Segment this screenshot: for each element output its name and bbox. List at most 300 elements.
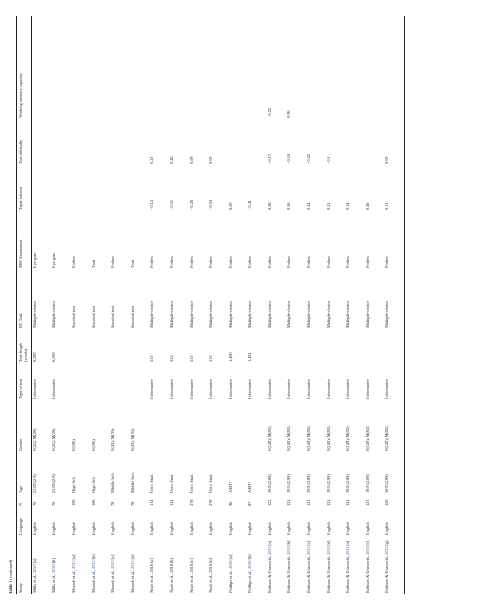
language-cell: English xyxy=(149,522,155,535)
n-cell: 121 xyxy=(266,499,272,506)
age-cell: AMT¹ xyxy=(227,482,233,493)
study-tag: [d] xyxy=(325,540,331,547)
study-tag: [b] xyxy=(286,540,292,547)
study-author: Noah et al., 2018 xyxy=(208,564,214,593)
age-cell: 19.9 (2.89) xyxy=(384,474,390,493)
topic-interest-cell: −0.28 xyxy=(188,200,194,210)
table-row xyxy=(91,16,111,594)
study-cell xyxy=(267,536,287,594)
wmc-cell xyxy=(149,16,169,119)
language-cell: English xyxy=(325,522,331,535)
column-header: Working memory capacity xyxy=(18,73,23,118)
study-tag: [b] xyxy=(168,558,174,565)
gender-cell: F(149); M(92) xyxy=(325,426,331,451)
age-cell: 19.9 (2.89) xyxy=(266,474,272,493)
language-cell: English xyxy=(110,522,116,535)
table-row xyxy=(31,16,51,594)
text-length-cell: 6,500 xyxy=(31,352,37,362)
mw-assessment-cell: Probes xyxy=(188,256,194,268)
study-tag: [g] xyxy=(384,540,390,547)
column-header: Text difficulty xyxy=(18,139,23,164)
wmc-cell: 0.06 xyxy=(286,110,292,118)
language-cell: English xyxy=(129,522,135,535)
study-cell xyxy=(247,536,267,594)
text-length-cell: 6,500 xyxy=(51,352,57,362)
wmc-cell xyxy=(325,16,345,119)
text-length-cell xyxy=(267,329,287,363)
citation-year-link[interactable]: 2015 xyxy=(286,546,292,555)
mw-assessment-cell: Probes xyxy=(71,256,77,268)
text-difficulty-cell: −0.18 xyxy=(286,154,292,164)
table-row xyxy=(188,16,208,594)
table-row xyxy=(208,16,228,594)
study-author: Phillips et al., xyxy=(247,568,253,593)
gender-cell xyxy=(228,400,248,452)
rc-task-cell: Multiple-choice xyxy=(227,301,233,328)
text-difficulty-cell: 0.05 xyxy=(384,156,390,164)
table-row xyxy=(169,16,189,594)
n-cell: 121 xyxy=(325,499,331,506)
rc-task-cell: Multiple-choice xyxy=(149,301,155,328)
text-type-cell: Informative xyxy=(208,379,214,399)
column-header: N xyxy=(18,503,23,506)
mw-assessment-cell: Eye gaze xyxy=(31,252,37,268)
wmc-cell xyxy=(130,16,150,119)
text-type-cell: Informative xyxy=(149,379,155,399)
citation-year-link[interactable]: 2016 xyxy=(247,560,253,569)
table-row xyxy=(228,16,248,594)
topic-interest-cell: 0.44 xyxy=(305,202,311,210)
study-cell xyxy=(51,536,71,594)
citation-year-link[interactable]: 2013 xyxy=(110,560,116,569)
table-row xyxy=(71,16,91,594)
text-type-cell: Informative xyxy=(345,379,351,399)
citation-year-link[interactable]: 2016 xyxy=(227,560,233,569)
text-difficulty-cell xyxy=(91,119,111,165)
table-row xyxy=(345,16,365,594)
study-author: Noah et al., 2018 xyxy=(149,564,155,593)
study-author: Robison & Unsworth, xyxy=(286,554,292,593)
study-cell xyxy=(286,536,306,594)
table-body xyxy=(31,16,404,594)
text-length-cell xyxy=(345,329,365,363)
n-cell: 114 xyxy=(149,499,155,506)
gender-cell: F(43); M(35) xyxy=(129,428,135,451)
rc-task-cell: Multiple-choice xyxy=(384,301,390,328)
text-length-cell xyxy=(110,329,130,363)
text-length-cell: 515 xyxy=(168,355,174,362)
column-header: Type of text xyxy=(18,378,23,399)
study-cell xyxy=(208,536,228,594)
text-difficulty-cell xyxy=(51,119,71,165)
language-cell: English xyxy=(71,522,77,535)
table-row xyxy=(130,16,150,594)
citation-year-link[interactable]: 2020 xyxy=(51,564,57,573)
text-length-cell xyxy=(365,329,385,363)
age-cell: Univ. Stud. xyxy=(149,473,155,493)
study-cell xyxy=(228,536,248,594)
column-header: Language xyxy=(18,518,23,535)
study-tag: [b] xyxy=(247,554,253,561)
text-type-cell: Informative xyxy=(31,379,37,399)
n-cell: 70 xyxy=(31,501,37,506)
study-author: Noah et al., 2018 xyxy=(168,564,174,593)
wmc-cell xyxy=(247,16,267,119)
study-author: Robison & Unsworth, xyxy=(345,554,351,593)
gender-cell xyxy=(188,400,208,452)
study-tag: [c] xyxy=(188,558,194,565)
n-cell: 120 xyxy=(384,499,390,506)
language-cell: English xyxy=(345,522,351,535)
table-header xyxy=(17,16,32,594)
column-header: RC Task xyxy=(18,313,23,328)
n-cell: 106 xyxy=(71,499,77,506)
text-length-cell: 1,490 xyxy=(227,352,233,362)
n-cell: 78 xyxy=(110,501,116,506)
rc-task-cell: Standard test xyxy=(110,306,116,328)
text-difficulty-cell: 0.09 xyxy=(188,156,194,164)
topic-interest-cell xyxy=(51,165,71,211)
age-cell: Middle Sch. xyxy=(110,472,116,493)
text-difficulty-cell: 0.21 xyxy=(149,156,155,164)
study-tag: [a] xyxy=(266,540,272,547)
n-cell: 121 xyxy=(305,499,311,506)
text-difficulty-cell xyxy=(345,119,365,165)
text-type-cell: Informative xyxy=(266,379,272,399)
mw-assessment-cell: Trait xyxy=(90,259,96,268)
topic-interest-cell: 0.36 xyxy=(286,202,292,210)
mw-assessment-cell: Probes xyxy=(227,256,233,268)
rc-task-cell: Multiple-choice xyxy=(247,301,253,328)
study-cell xyxy=(71,536,91,594)
study-author: Noah et al., 2018 xyxy=(188,564,194,593)
mw-assessment-cell: Probes xyxy=(384,256,390,268)
study-cell xyxy=(384,536,404,594)
rc-task-cell: Multiple-choice xyxy=(286,301,292,328)
text-length-cell: 515 xyxy=(188,355,194,362)
column-header: Text length (words) xyxy=(18,342,28,362)
wmc-cell xyxy=(208,16,228,119)
rc-task-cell: Multiple-choice xyxy=(364,301,370,328)
wmc-cell xyxy=(306,16,326,119)
table-caption-suffix: (continued) xyxy=(8,559,13,580)
topic-interest-cell: 0.46 xyxy=(364,202,370,210)
n-cell: 87 xyxy=(247,501,253,506)
topic-interest-cell: −0.35 xyxy=(168,200,174,210)
table-row xyxy=(365,16,385,594)
language-cell: English xyxy=(266,522,272,535)
mw-assessment-cell: Probes xyxy=(325,256,331,268)
table-row xyxy=(384,16,404,594)
n-cell: 70 xyxy=(51,501,57,506)
topic-interest-cell: −0.04 xyxy=(208,200,214,210)
rc-task-cell: Multiple-choice xyxy=(325,301,331,328)
topic-interest-cell xyxy=(31,165,51,211)
study-author: Mills et al., xyxy=(31,572,37,593)
gender-cell: F(149); M(92) xyxy=(305,426,311,451)
topic-interest-cell: 0.21 xyxy=(325,202,331,210)
study-cell xyxy=(169,536,189,594)
rc-task-cell: Multiple-choice xyxy=(208,301,214,328)
n-cell: 278 xyxy=(208,499,214,506)
table-row xyxy=(286,16,306,594)
gender-cell: F(41); M(29) xyxy=(51,428,57,451)
wmc-cell xyxy=(188,16,208,119)
gender-cell xyxy=(208,400,228,452)
age-cell: 21.09 (2.9) xyxy=(31,474,37,493)
topic-interest-cell: 0.28 xyxy=(266,202,272,210)
gender-cell xyxy=(247,400,267,452)
table-row xyxy=(325,16,345,594)
language-cell: English xyxy=(168,522,174,535)
text-type-cell: Informative xyxy=(247,379,253,399)
language-cell: English xyxy=(51,522,57,535)
n-cell: 278 xyxy=(188,499,194,506)
topic-interest-cell: 0.11 xyxy=(384,202,390,210)
language-cell: English xyxy=(286,522,292,535)
citation-year-link[interactable]: 2020 xyxy=(31,564,37,573)
topic-interest-cell xyxy=(71,165,91,211)
citation-year-link[interactable]: 2013 xyxy=(129,560,135,569)
table-row xyxy=(149,16,169,594)
text-difficulty-cell xyxy=(365,119,385,165)
text-difficulty-cell xyxy=(228,119,248,165)
text-type-cell xyxy=(130,363,150,400)
study-cell xyxy=(345,536,365,594)
text-length-cell xyxy=(325,329,345,363)
rc-task-cell: Multiple-choice xyxy=(305,301,311,328)
language-cell: English xyxy=(384,522,390,535)
citation-year-link[interactable]: 2015 xyxy=(345,546,351,555)
text-type-cell xyxy=(91,363,111,400)
citation-year-link[interactable]: 2015 xyxy=(305,546,311,555)
wmc-cell xyxy=(228,16,248,119)
rc-task-cell: Standard test xyxy=(90,306,96,328)
text-type-cell xyxy=(110,363,130,400)
gender-cell xyxy=(169,400,189,452)
header-row xyxy=(17,16,32,594)
mw-assessment-cell: Eye gaze xyxy=(51,252,57,268)
wmc-cell xyxy=(169,16,189,119)
wmc-cell xyxy=(345,16,365,119)
table-row xyxy=(247,16,267,594)
rc-task-cell: Multiple-choice xyxy=(51,301,57,328)
wmc-cell xyxy=(51,16,71,119)
study-cell xyxy=(365,536,385,594)
text-type-cell: Informative xyxy=(168,379,174,399)
column-header: Age xyxy=(18,485,23,493)
study-author: Mrazek et al., xyxy=(110,568,116,593)
table-row xyxy=(267,16,287,594)
text-length-cell: 515 xyxy=(149,355,155,362)
text-type-cell: Informative xyxy=(384,379,390,399)
citation-year-link[interactable]: 2015 xyxy=(325,546,331,555)
study-author: Robison & Unsworth, xyxy=(364,554,370,593)
topic-interest-cell xyxy=(110,165,130,211)
gender-cell: F(41); M(29) xyxy=(31,428,37,451)
gender-cell: F(149); M(92) xyxy=(266,426,272,451)
text-type-cell xyxy=(71,363,91,400)
study-tag: [c] xyxy=(110,554,116,561)
text-difficulty-cell: −0.22 xyxy=(305,154,311,164)
study-tag: [d] xyxy=(208,558,214,565)
wmc-cell xyxy=(384,16,404,119)
mw-assessment-cell: Probes xyxy=(305,256,311,268)
citation-year-link[interactable]: 2015 xyxy=(384,546,390,555)
study-cell xyxy=(91,536,111,594)
mw-assessment-cell: Probes xyxy=(149,256,155,268)
studies-table xyxy=(16,16,405,594)
study-cell xyxy=(306,536,326,594)
study-author: Robison & Unsworth, xyxy=(384,554,390,593)
mw-assessment-cell: Probes xyxy=(266,256,272,268)
study-author: Robison & Unsworth, xyxy=(325,554,331,593)
wmc-cell xyxy=(110,16,130,119)
language-cell: English xyxy=(90,522,96,535)
text-type-cell: Informative xyxy=(188,379,194,399)
study-author: Robison & Unsworth, xyxy=(266,554,272,593)
gender-cell: F(149); M(92) xyxy=(286,426,292,451)
column-header: MW Assessment xyxy=(18,239,23,268)
n-cell: 78 xyxy=(129,501,135,506)
text-type-cell: Informative xyxy=(227,379,233,399)
rc-task-cell: Multiple-choice xyxy=(188,301,194,328)
language-cell: English xyxy=(188,522,194,535)
study-tag: [a] xyxy=(227,554,233,561)
text-difficulty-cell xyxy=(110,119,130,165)
text-length-cell xyxy=(286,329,306,363)
text-type-cell: Informative xyxy=(286,379,292,399)
text-length-cell xyxy=(91,329,111,363)
mw-assessment-cell: Probes xyxy=(247,256,253,268)
study-tag: [e] xyxy=(345,540,351,547)
wmc-cell xyxy=(365,16,385,119)
gender-cell: F(149); M(92) xyxy=(384,426,390,451)
column-header: Study xyxy=(18,583,23,593)
topic-interest-cell: 0.00 xyxy=(227,202,233,210)
study-cell xyxy=(130,536,150,594)
age-cell: Univ. Stud. xyxy=(208,473,214,493)
wmc-cell xyxy=(71,16,91,119)
column-header: Topic interest xyxy=(18,186,23,210)
study-tag: [f] xyxy=(364,541,370,547)
age-cell: 19.9 (2.89) xyxy=(286,474,292,493)
text-type-cell: Informative xyxy=(51,379,57,399)
table-caption xyxy=(8,560,13,594)
rc-task-cell: Multiple-choice xyxy=(168,301,174,328)
text-type-cell: Informative xyxy=(364,379,370,399)
table-row xyxy=(51,16,71,594)
mw-assessment-cell: Probes xyxy=(286,256,292,268)
study-author: Mrazek et al., xyxy=(90,568,96,593)
citation-year-link[interactable]: 2015 xyxy=(364,546,370,555)
citation-year-link[interactable]: 2013 xyxy=(71,560,77,569)
rc-task-cell: Multiple-choice xyxy=(266,301,272,328)
study-author: Phillips et al., xyxy=(227,568,233,593)
study-cell xyxy=(188,536,208,594)
gender-cell: F(106) xyxy=(90,439,96,451)
table-row xyxy=(306,16,326,594)
language-cell: English xyxy=(305,522,311,535)
mw-assessment-cell: Probes xyxy=(208,256,214,268)
n-cell: 121 xyxy=(345,499,351,506)
topic-interest-cell: 0.34 xyxy=(345,202,351,210)
table-label: Table 1 xyxy=(8,580,13,594)
mw-assessment-cell: Probes xyxy=(364,256,370,268)
study-cell xyxy=(149,536,169,594)
study-cell xyxy=(31,536,51,594)
text-type-cell: Informative xyxy=(305,379,311,399)
mw-assessment-cell: Probes xyxy=(345,256,351,268)
study-tag: [a] xyxy=(31,558,37,565)
study-tag: [c] xyxy=(305,540,311,547)
topic-interest-cell xyxy=(130,165,150,211)
age-cell: High Sch. xyxy=(90,476,96,493)
study-cell xyxy=(325,536,345,594)
n-cell: 96 xyxy=(227,501,233,506)
text-difficulty-cell: −0.17 xyxy=(266,154,272,164)
study-tag: [a] xyxy=(71,554,77,561)
text-length-cell xyxy=(384,329,404,363)
rc-task-cell: Multiple-choice xyxy=(31,301,37,328)
age-cell: 19.9 (2.89) xyxy=(325,474,331,493)
text-difficulty-cell xyxy=(71,119,91,165)
wmc-cell xyxy=(31,16,51,119)
gender-cell: F(43); M(35) xyxy=(110,428,116,451)
gender-cell: F(106) xyxy=(71,439,77,451)
wmc-cell: −0.25 xyxy=(266,108,272,118)
study-author: Mills et al., xyxy=(51,572,57,593)
n-cell: 121 xyxy=(286,499,292,506)
text-difficulty-cell xyxy=(130,119,150,165)
age-cell: 21.09 (2.9) xyxy=(51,474,57,493)
text-difficulty-cell: 0.03 xyxy=(208,156,214,164)
text-length-cell: 515 xyxy=(208,355,214,362)
study-tag: [a] xyxy=(149,558,155,565)
citation-year-link[interactable]: 2013 xyxy=(90,560,96,569)
topic-interest-cell: −0.14 xyxy=(149,200,155,210)
study-cell xyxy=(110,536,130,594)
age-cell: 19.9 (2.89) xyxy=(345,474,351,493)
language-cell: English xyxy=(227,522,233,535)
rc-task-cell: Multiple-choice xyxy=(345,301,351,328)
study-author: Mrazek et al., xyxy=(71,568,77,593)
mw-assessment-cell: Probes xyxy=(110,256,116,268)
table-row xyxy=(110,16,130,594)
study-author: Mrazek et al., xyxy=(129,568,135,593)
age-cell: Univ. Stud. xyxy=(168,473,174,493)
text-difficulty-cell xyxy=(31,119,51,165)
gender-cell xyxy=(149,400,169,452)
study-tag: [b] xyxy=(90,554,96,561)
text-difficulty-cell: 0.26 xyxy=(168,156,174,164)
age-cell: Middle Sch. xyxy=(129,472,135,493)
gender-cell: F(149); M(92) xyxy=(345,426,351,451)
age-cell: 19.9 (2.89) xyxy=(305,474,311,493)
n-cell: 114 xyxy=(168,499,174,506)
age-cell: 19.9 (2.89) xyxy=(364,474,370,493)
n-cell: 121 xyxy=(364,499,370,506)
topic-interest-cell xyxy=(91,165,111,211)
citation-year-link[interactable]: 2015 xyxy=(266,546,272,555)
study-tag: [b] xyxy=(51,558,57,565)
language-cell: English xyxy=(364,522,370,535)
text-difficulty-cell xyxy=(247,119,267,165)
age-cell: High Sch. xyxy=(71,476,77,493)
language-cell: English xyxy=(247,522,253,535)
text-type-cell: Informative xyxy=(325,379,331,399)
age-cell: AMT¹ xyxy=(247,482,253,493)
